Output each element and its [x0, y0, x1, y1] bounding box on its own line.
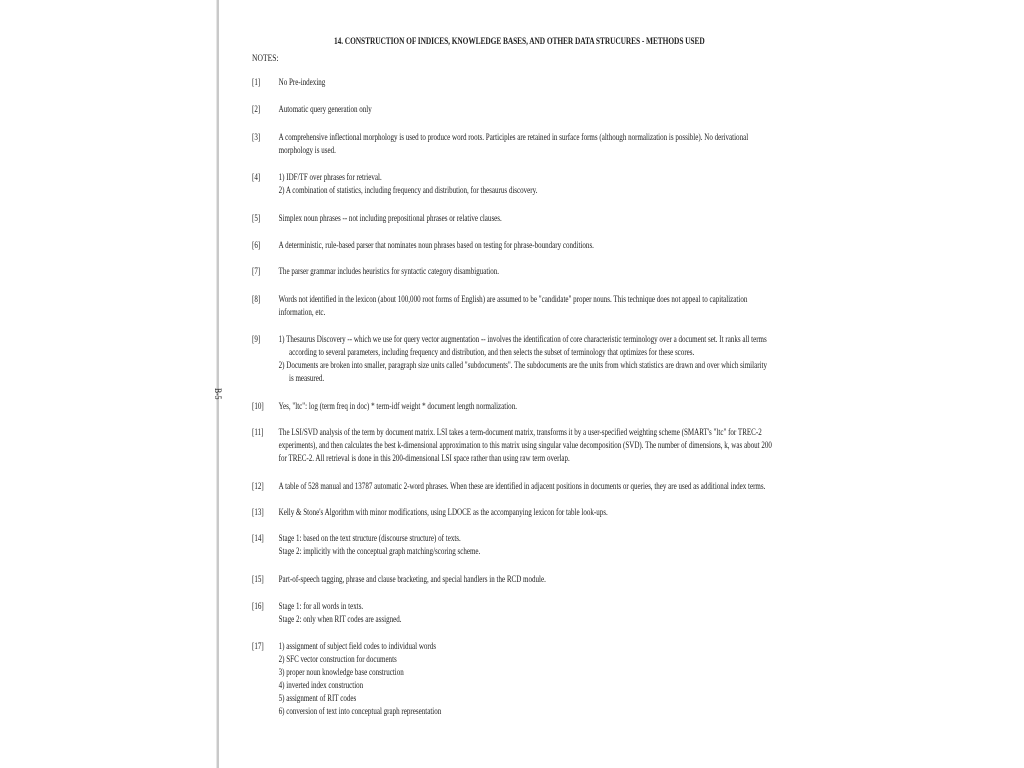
note-text — [279, 213, 770, 226]
note-text — [279, 641, 770, 719]
note-text — [279, 104, 770, 117]
note-text — [279, 240, 770, 253]
note-line: 1) Thesaurus Discovery -- which we use for query vector augmentation -- involves the identification of core characteristic terminology over a document set. It ranks all terms — [278, 335, 767, 345]
note-number: [17] — [252, 642, 264, 652]
note-text — [279, 172, 770, 198]
note-number: [11] — [252, 428, 264, 438]
note-line: 3) proper noun knowledge base construction — [278, 668, 404, 678]
note-number: [9] — [252, 335, 261, 345]
note-line: 2) Documents are broken into smaller, paragraph size units called "subdocuments". The subdocuments are the units from which statistics are drawn and over which similarity — [278, 361, 767, 371]
note-line: is measured. — [289, 374, 325, 384]
note-line: Simplex noun phrases -- not including prepositional phrases or relative clauses. — [278, 214, 502, 224]
note-line: Stage 2: only when RIT codes are assigned. — [278, 615, 402, 625]
page-title: 14. CONSTRUCTION OF INDICES, KNOWLEDGE BASES, AND OTHER DATA STRUCURES - METHODS USED — [334, 37, 705, 47]
note-text — [279, 334, 770, 386]
note-item — [252, 213, 770, 226]
note-item — [252, 104, 770, 117]
note-line: Stage 1: for all words in texts. — [278, 602, 364, 612]
note-line: A comprehensive inflectional morphology is used to produce word roots. Participles are retained in surface forms (although normalization is possible). No derivational — [278, 133, 749, 143]
note-text — [279, 481, 770, 494]
note-line: according to several parameters, including frequency and distribution, and then selects the subset of terminology that optimizes for these scores. — [289, 348, 695, 358]
note-text — [279, 132, 770, 158]
note-text — [279, 427, 770, 466]
note-number: [7] — [252, 267, 261, 277]
note-number: [2] — [252, 105, 261, 115]
page-number-mark: B-5 — [213, 388, 223, 400]
note-number: [14] — [252, 534, 264, 544]
note-text — [279, 266, 770, 279]
note-line: 1) IDF/TF over phrases for retrieval. — [278, 173, 382, 183]
note-line: Words not identified in the lexicon (about 100,000 root forms of English) are assumed to be "candidate" proper nouns. This technique does not appeal to capitalization — [278, 295, 748, 305]
note-line: for TREC-2. All retrieval is done in this 200-dimensional LSI space rather than using raw term overlap. — [278, 454, 570, 464]
note-line: The parser grammar includes heuristics for syntactic category disambiguation. — [278, 267, 500, 277]
note-number: [8] — [252, 295, 261, 305]
note-item — [252, 481, 770, 494]
note-item — [252, 132, 770, 158]
note-line: information, etc. — [278, 308, 326, 318]
note-text — [279, 401, 770, 414]
note-line: 1) assignment of subject field codes to individual words — [278, 642, 437, 652]
note-number: [13] — [252, 508, 264, 518]
note-text — [279, 507, 770, 520]
note-line: Stage 2: implicitly with the conceptual graph matching/scoring scheme. — [278, 547, 481, 557]
note-line: Automatic query generation only — [278, 105, 372, 115]
note-line: Yes, "ltc": log (term freq in doc) * term-idf weight * document length normalization. — [278, 402, 517, 412]
note-line: No Pre-indexing — [278, 78, 326, 88]
note-text — [279, 77, 770, 90]
note-line: The LSI/SVD analysis of the term by document matrix. LSI takes a term-document matrix, transforms it by a user-specified weighting scheme (SMART's "ltc" for TREC-2 — [278, 428, 762, 438]
note-item — [252, 533, 770, 559]
document-page — [213, 0, 809, 768]
note-item — [252, 334, 770, 386]
note-line: 5) assignment of RIT codes — [278, 694, 357, 704]
note-item — [252, 574, 770, 587]
note-text — [279, 601, 770, 627]
note-number: [15] — [252, 575, 264, 585]
note-item — [252, 601, 770, 627]
note-number: [10] — [252, 402, 264, 412]
note-item — [252, 77, 770, 90]
note-number: [12] — [252, 482, 264, 492]
note-line: Kelly & Stone's Algorithm with minor modifications, using LDOCE as the accompanying lexicon for table look-ups. — [278, 508, 608, 518]
note-text — [279, 533, 770, 559]
notes-heading: NOTES: — [252, 54, 279, 64]
note-number: [1] — [252, 78, 261, 88]
note-line: 6) conversion of text into conceptual graph representation — [278, 707, 442, 717]
note-number: [16] — [252, 602, 264, 612]
note-item — [252, 507, 770, 520]
note-number: [6] — [252, 241, 261, 251]
note-line: A table of 528 manual and 13787 automatic 2-word phrases. When these are identified in adjacent positions in documents or queries, they are used as additional index terms. — [278, 482, 766, 492]
note-item — [252, 641, 770, 719]
note-line: Stage 1: based on the text structure (discourse structure) of texts. — [278, 534, 461, 544]
note-item — [252, 401, 770, 414]
note-line: A deterministic, rule-based parser that nominates noun phrases based on testing for phrase-boundary conditions. — [278, 241, 594, 251]
note-item — [252, 427, 770, 466]
note-item — [252, 240, 770, 253]
note-number: [4] — [252, 173, 261, 183]
note-line: 2) A combination of statistics, including frequency and distribution, for thesaurus discovery. — [278, 186, 538, 196]
note-text — [279, 294, 770, 320]
note-text — [279, 574, 770, 587]
note-line: experiments), and then calculates the best k-dimensional approximation to this matrix using singular value decomposition (SVD). The number of dimensions, k, was about 200 — [278, 441, 772, 451]
note-number: [3] — [252, 133, 261, 143]
note-number: [5] — [252, 214, 261, 224]
note-line: 2) SFC vector construction for documents — [278, 655, 397, 665]
note-line: Part-of-speech tagging, phrase and clause bracketing, and special handlers in the RCD module. — [278, 575, 546, 585]
note-item — [252, 294, 770, 320]
note-line: 4) inverted index construction — [278, 681, 364, 691]
note-item — [252, 172, 770, 198]
note-line: morphology is used. — [278, 146, 336, 156]
note-item — [252, 266, 770, 279]
